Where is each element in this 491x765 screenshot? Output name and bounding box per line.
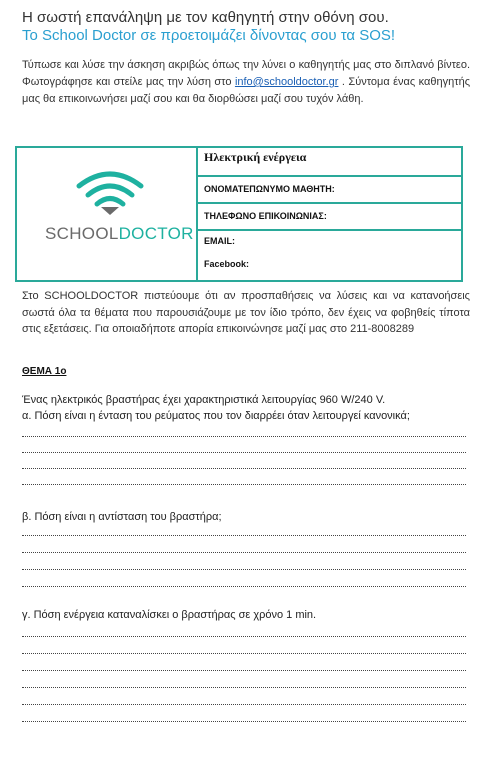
answer-line[interactable]: [22, 552, 466, 553]
answer-line[interactable]: [22, 636, 466, 637]
answer-line[interactable]: [22, 653, 466, 654]
schooldoctor-logo: [17, 148, 198, 280]
answer-line[interactable]: [22, 484, 466, 485]
question-b: β. Πόση είναι η αντίσταση του βραστήρα;: [22, 511, 222, 523]
header-line-2: To School Doctor σε προετοιμάζει δίνοντας σου τα SOS!: [22, 27, 396, 44]
logo-doctor-text: DOCTOR: [118, 224, 194, 243]
theme-heading: ΘΕΜΑ 1ο: [22, 366, 67, 377]
answer-line[interactable]: [22, 670, 466, 671]
answer-line[interactable]: [22, 468, 466, 469]
student-info-card: [15, 146, 463, 282]
answer-line[interactable]: [22, 535, 466, 536]
logo-wordmark: [45, 224, 194, 244]
student-name-field[interactable]: ΟΝΟΜΑΤΕΠΩΝΥΜΟ ΜΑΘΗΤΗ:: [198, 177, 461, 204]
logo-school-text: SCHOOL: [45, 224, 119, 243]
exercise-statement: Ένας ηλεκτρικός βραστήρας έχει χαρακτηριστικά λειτουργίας 960 W/240 V.: [22, 394, 386, 406]
answer-line[interactable]: [22, 569, 466, 570]
header-line-1: Η σωστή επανάληψη με τον καθηγητή στην οθόνη σου.: [22, 9, 389, 26]
email-facebook-field[interactable]: [198, 231, 461, 280]
answer-line[interactable]: [22, 721, 466, 722]
question-c: γ. Πόση ενέργεια καταναλίσκει ο βραστήρας σε χρόνο 1 min.: [22, 609, 317, 621]
student-fields: [198, 148, 461, 280]
answer-line[interactable]: [22, 586, 466, 587]
answer-line[interactable]: [22, 704, 466, 705]
info-paragraph: Στο SCHOOLDOCTOR πιστεύουμε ότι αν προσπαθήσεις να λύσεις και να κατανοήσεις σωστά όλα τα θέματα που παρουσιάζουμε με τον ίδιο τρόπο, δεν έχεις να φοβηθείς τίποτα στις εξετάσεις. Για οποιαδήποτε απορία επικοινώνησε μαζί μας στο 211-8008289: [22, 290, 470, 335]
question-a: α. Πόση είναι η ένταση του ρεύματος που τον διαρρέει όταν λειτουργεί κανονικά;: [22, 410, 410, 422]
answer-line[interactable]: [22, 687, 466, 688]
answer-line[interactable]: [22, 436, 466, 437]
subject-title: Ηλεκτρική ενέργεια: [198, 148, 461, 177]
answer-line[interactable]: [22, 452, 466, 453]
facebook-field-label: Facebook:: [204, 259, 250, 269]
intro-text-start: Τύπωσε και λύσε την άσκηση ακριβώς όπως την λύνει ο καθηγητής μας στο διπλανό βίντεο. Φωτογράφησε και στείλε μας την λύση στο: [22, 59, 470, 88]
intro-paragraph: [22, 57, 470, 108]
wifi-signal-icon: [75, 170, 145, 216]
email-link[interactable]: info@schooldoctor.gr: [234, 76, 339, 88]
phone-field[interactable]: ΤΗΛΕΦΩΝΟ ΕΠΙΚΟΙΝΩΝΙΑΣ:: [198, 204, 461, 231]
email-field-label: EMAIL:: [204, 236, 235, 246]
intro-text-end: . Σύντομα ένας καθηγητής μας θα επικοινωνήσει μαζί σου και θα διορθώσει μαζί σου τυχόν λάθη.: [22, 76, 470, 105]
